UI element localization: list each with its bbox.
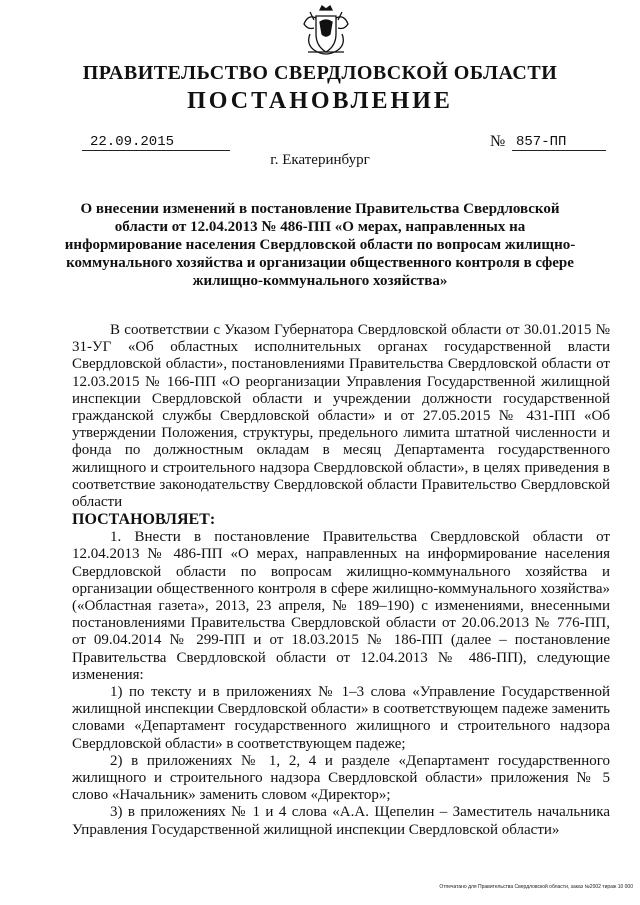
document-type-heading: ПОСТАНОВЛЕНИЕ <box>187 88 453 114</box>
subitem-2-paragraph: 2) в приложениях № 1, 2, 4 и разделе «Департамент государственного жилищного и строительного надзора Свердловской области» приложения № 5 слово «Начальник» заменить словом «Директор»; <box>72 752 610 804</box>
preamble-paragraph: В соответствии с Указом Губернатора Свердловской области от 30.01.2015 № 31-УГ «Об областных исполнительных органах государственной власти Свердловской области», постановлениями Правительства Свердловской области от 12.03.2015 № 166-ПП «О реорганизации Управления Государственной жилищной инспекции Свердловской области и учреждении должности государственной гражданской службы Свердловской области» и от 27.05.2015 № 431-ПП «Об утверждении Положения, структуры, предельного лимита штатной численности и фонда по должностным окладам в месяц Департамента государственного жилищного и строительного надзора Свердловской области», в целях приведения в соответствие законодательству Свердловской области Правительство Свердловской области <box>72 322 610 511</box>
coat-of-arms-icon <box>300 4 352 58</box>
number-label: № <box>490 133 506 150</box>
item-1-paragraph: 1. Внести в постановление Правительства Свердловской области от 12.04.2013 № 486-ПП «О мерах, направленных на информирование населения Свердловской области по вопросам жилищно-коммунального хозяйства и организации общественного контроля в сфере жилищно-коммунального хозяйства» («Областная газета», 2013, 23 апреля, № 189–190) с изменениями, внесенными постановлениями Правительства Свердловской области от 20.06.2013 № 776-ПП, от 09.04.2014 № 299-ПП и от 18.03.2015 № 186-ПП (далее – постановление Правительства Свердловской области от 12.04.2013 № 486-ПП), следующие изменения: <box>72 529 610 683</box>
subitem-3-paragraph: 3) в приложениях № 1 и 4 слова «А.А. Щепелин – Заместитель начальника Управления Государственной жилищной инспекции Свердловской области» <box>72 804 610 838</box>
document-number: 857-ПП <box>512 134 606 151</box>
document-date: 22.09.2015 <box>82 134 230 151</box>
resolves-heading: ПОСТАНОВЛЯЕТ: <box>72 511 216 529</box>
city-line: г. Екатеринбург <box>270 152 370 168</box>
document-title: О внесении изменений в постановление Правительства Свердловской области от 12.04.2013 № 486-ПП «О мерах, направленных на информирование населения Свердловской области по вопросам жилищно-коммунального хозяйства и организации общественного контроля в сфере жилищно-коммунального хозяйства» <box>64 201 576 289</box>
subitem-1-paragraph: 1) по тексту и в приложениях № 1–3 слова «Управление Государственной жилищной инспекции Свердловской области» в соответствующем падеже заменить словами «Департамент государственного жилищного и строительного надзора Свердловской области» в соответствующем падеже; <box>72 684 610 752</box>
organization-header: ПРАВИТЕЛЬСТВО СВЕРДЛОВСКОЙ ОБЛАСТИ <box>82 62 558 84</box>
document-body <box>72 322 610 839</box>
print-note: Отпечатано для Правительства Свердловской области, заказ №2002 тираж 10 000 <box>439 884 633 890</box>
